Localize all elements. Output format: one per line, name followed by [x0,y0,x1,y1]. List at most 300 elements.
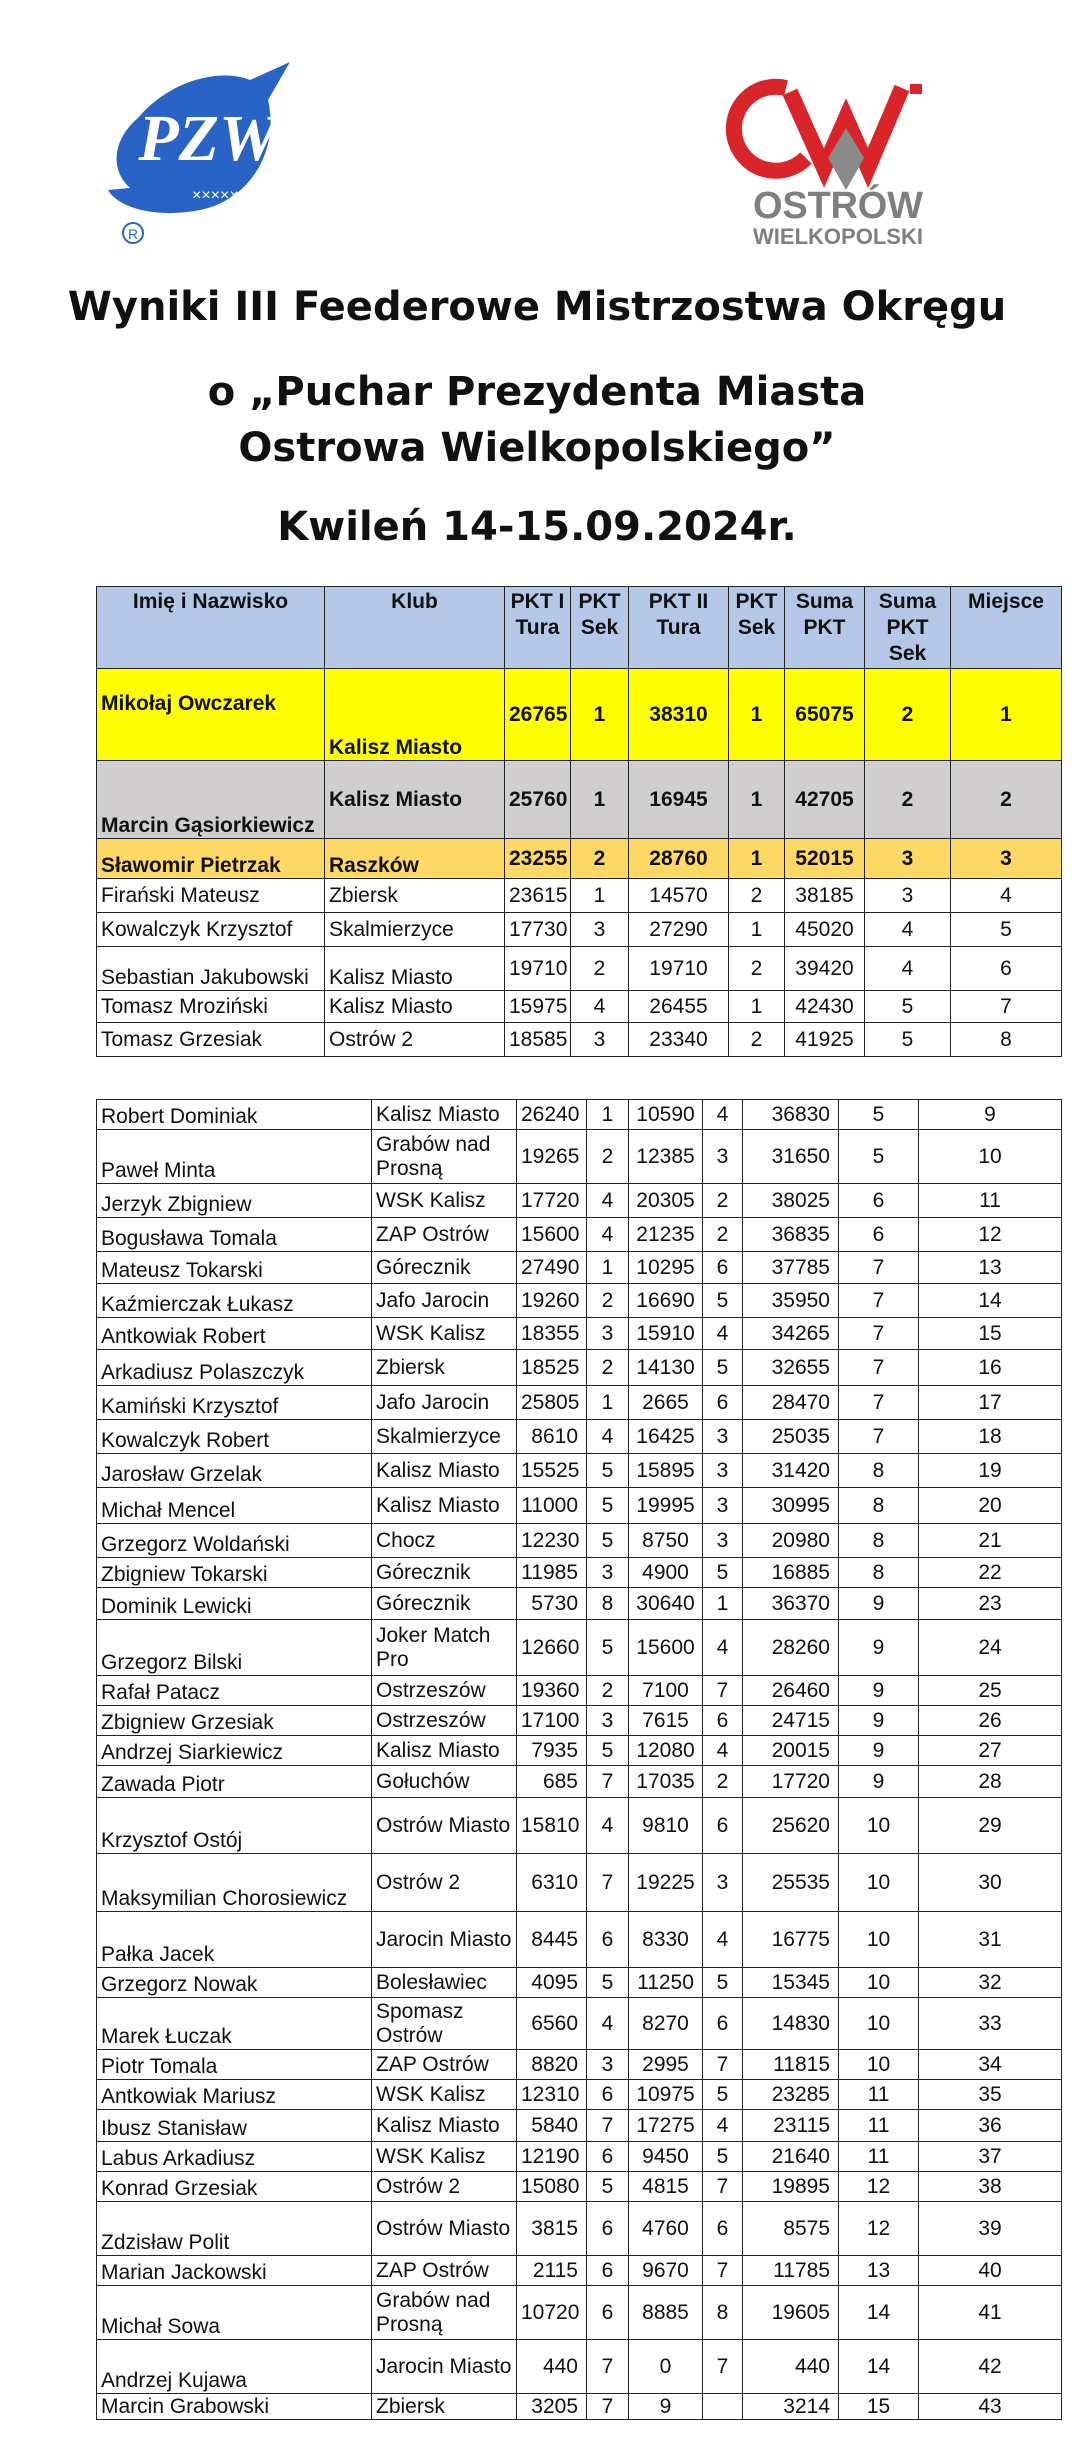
table-row [97,991,1062,1023]
sum-cell: 52015 [785,839,865,879]
pkt2-cell: 8330 [629,1912,703,1968]
pkt2-cell: 19995 [629,1488,703,1524]
pkt2-cell: 0 [629,2340,703,2394]
sek1-cell: 7 [587,1854,629,1912]
pkt2-cell: 2995 [629,2050,703,2080]
sek2-cell: 8 [703,2286,743,2340]
name-cell: Sławomir Pietrzak [97,839,325,879]
table-row [97,1766,1062,1798]
sum-cell: 34265 [743,1318,839,1350]
name-cell: Marian Jackowski [97,2256,372,2286]
sum-cell: 16885 [743,1558,839,1588]
pkt1-cell: 2115 [517,2256,587,2286]
club-cell: Skalmierzyce [372,1420,517,1454]
sumsek-cell: 5 [839,1100,919,1130]
sek2-cell: 6 [703,1706,743,1736]
club-cell: Kalisz Miasto [372,1454,517,1488]
sumsek-cell: 7 [839,1318,919,1350]
sum-cell: 23285 [743,2080,839,2110]
pkt1-cell: 3815 [517,2202,587,2256]
place-cell: 5 [951,913,1062,947]
pkt2-cell: 11250 [629,1968,703,1998]
table-row [97,2394,1062,2420]
sek2-cell: 5 [703,1284,743,1318]
club-cell: Jarocin Miasto [372,1912,517,1968]
sumsek-cell: 7 [839,1386,919,1420]
place-cell: 7 [951,991,1062,1023]
table-row [97,1023,1062,1057]
name-cell: Paweł Minta [97,1130,372,1184]
sek1-cell: 4 [587,1184,629,1218]
sek1-cell: 4 [587,1798,629,1854]
sum-cell: 41925 [785,1023,865,1057]
header-pkt1: PKT I Tura [505,587,571,669]
header-club: Klub [325,587,505,669]
place-cell: 3 [951,839,1062,879]
sum-cell: 28470 [743,1386,839,1420]
sek1-cell: 1 [571,761,629,839]
sek2-cell: 6 [703,1998,743,2050]
sum-cell: 16775 [743,1912,839,1968]
results-table-top [96,586,1062,1057]
sek2-cell: 2 [703,1218,743,1252]
name-cell: Marek Łuczak [97,1998,372,2050]
place-cell: 18 [919,1420,1062,1454]
sek1-cell: 5 [587,1968,629,1998]
sek1-cell: 6 [587,2256,629,2286]
place-cell: 17 [919,1386,1062,1420]
pkt1-cell: 685 [517,1766,587,1798]
sek1-cell: 5 [587,1620,629,1676]
table-row [97,1798,1062,1854]
sum-cell: 65075 [785,669,865,761]
sumsek-cell: 3 [865,839,951,879]
sumsek-cell: 10 [839,2050,919,2080]
sum-cell: 42430 [785,991,865,1023]
name-cell: Krzysztof Ostój [97,1798,372,1854]
sek2-cell: 4 [703,1100,743,1130]
sek1-cell: 5 [587,1524,629,1558]
sek2-cell: 2 [729,947,785,991]
sek2-cell: 7 [703,1676,743,1706]
sek2-cell: 4 [703,1912,743,1968]
table-row [97,947,1062,991]
place-cell: 35 [919,2080,1062,2110]
place-cell: 22 [919,1558,1062,1588]
name-cell: Andrzej Kujawa [97,2340,372,2394]
name-cell: Tomasz Grzesiak [97,1023,325,1057]
pkt2-cell: 16425 [629,1420,703,1454]
document-title [0,280,1074,554]
table-row [97,1130,1062,1184]
club-cell: Górecznik [372,1558,517,1588]
name-cell: Mateusz Tokarski [97,1252,372,1284]
pkt1-cell: 8820 [517,2050,587,2080]
pkt1-cell: 4095 [517,1968,587,1998]
club-cell: Zbiersk [372,1350,517,1386]
sumsek-cell: 9 [839,1620,919,1676]
sek2-cell: 4 [703,1620,743,1676]
pzw-logo-text: PZW [138,102,278,175]
pkt2-cell: 15910 [629,1318,703,1350]
sek2-cell: 6 [703,1386,743,1420]
name-cell: Robert Dominiak [97,1100,372,1130]
table-row [97,1854,1062,1912]
sum-cell: 19605 [743,2286,839,2340]
sum-cell: 45020 [785,913,865,947]
sumsek-cell: 10 [839,1968,919,1998]
sek1-cell: 1 [571,879,629,913]
table-row [97,2256,1062,2286]
table-row [97,669,1062,761]
club-cell: Ostrów 2 [372,2172,517,2202]
sek2-cell: 2 [703,1766,743,1798]
place-cell: 2 [951,761,1062,839]
sumsek-cell: 10 [839,1798,919,1854]
sumsek-cell: 11 [839,2110,919,2142]
club-cell: WSK Kalisz [372,2080,517,2110]
club-cell: Gołuchów [372,1766,517,1798]
place-cell: 36 [919,2110,1062,2142]
name-cell: Jarosław Grzelak [97,1454,372,1488]
pkt1-cell: 19260 [517,1284,587,1318]
name-cell: Andrzej Siarkiewicz [97,1736,372,1766]
sum-cell: 3214 [743,2394,839,2420]
sek2-cell: 4 [703,2110,743,2142]
pkt2-cell: 17275 [629,2110,703,2142]
place-cell: 25 [919,1676,1062,1706]
sumsek-cell: 10 [839,1998,919,2050]
sum-cell: 440 [743,2340,839,2394]
name-cell: Grzegorz Woldański [97,1524,372,1558]
place-cell: 8 [951,1023,1062,1057]
name-cell: Mikołaj Owczarek [97,669,325,761]
sumsek-cell: 9 [839,1676,919,1706]
pkt1-cell: 8445 [517,1912,587,1968]
sumsek-cell: 7 [839,1350,919,1386]
sumsek-cell: 12 [839,2202,919,2256]
pkt2-cell: 14130 [629,1350,703,1386]
pkt1-cell: 15600 [517,1218,587,1252]
pkt1-cell: 25760 [505,761,571,839]
title-line-2: o „Puchar Prezydenta Miasta Ostrowa Wielkopolskiego” [207,369,867,471]
name-cell: Michał Mencel [97,1488,372,1524]
pkt1-cell: 7935 [517,1736,587,1766]
club-cell: WSK Kalisz [372,2142,517,2172]
sek2-cell: 1 [703,1588,743,1620]
sek1-cell: 6 [587,2202,629,2256]
pkt2-cell: 15895 [629,1454,703,1488]
sek2-cell: 7 [703,2172,743,2202]
pkt1-cell: 18355 [517,1318,587,1350]
table-row [97,1706,1062,1736]
sek1-cell: 3 [587,1558,629,1588]
club-cell: Spomasz Ostrów [372,1998,517,2050]
sumsek-cell: 9 [839,1588,919,1620]
pkt2-cell: 21235 [629,1218,703,1252]
sek2-cell: 2 [729,879,785,913]
pkt1-cell: 5840 [517,2110,587,2142]
sek1-cell: 3 [587,1706,629,1736]
sum-cell: 20980 [743,1524,839,1558]
club-cell: Ostrów Miasto [372,1798,517,1854]
table-row [97,1588,1062,1620]
sek1-cell: 6 [587,1912,629,1968]
place-cell: 9 [919,1100,1062,1130]
sumsek-cell: 11 [839,2142,919,2172]
name-cell: Antkowiak Mariusz [97,2080,372,2110]
sumsek-cell: 14 [839,2286,919,2340]
sek1-cell: 1 [587,1100,629,1130]
place-cell: 21 [919,1524,1062,1558]
table-row [97,1620,1062,1676]
sum-cell: 17720 [743,1766,839,1798]
name-cell: Grzegorz Nowak [97,1968,372,1998]
sum-cell: 30995 [743,1488,839,1524]
pkt1-cell: 3205 [517,2394,587,2420]
club-cell: Kalisz Miasto [372,1488,517,1524]
sum-cell: 31420 [743,1454,839,1488]
pkt2-cell: 9 [629,2394,703,2420]
name-cell: Kowalczyk Robert [97,1420,372,1454]
table-row [97,761,1062,839]
place-cell: 39 [919,2202,1062,2256]
sek2-cell: 5 [703,1968,743,1998]
sek1-cell: 5 [587,1488,629,1524]
sum-cell: 38185 [785,879,865,913]
sek1-cell: 7 [587,2340,629,2394]
place-cell: 33 [919,1998,1062,2050]
header-sum: Suma PKT [785,587,865,669]
sum-cell: 32655 [743,1350,839,1386]
pkt2-cell: 7615 [629,1706,703,1736]
club-cell: ZAP Ostrów [372,2256,517,2286]
name-cell: Pałka Jacek [97,1912,372,1968]
table-row [97,1676,1062,1706]
sum-cell: 24715 [743,1706,839,1736]
pzw-logo [100,60,300,255]
sum-cell: 25035 [743,1420,839,1454]
name-cell: Bogusława Tomala [97,1218,372,1252]
club-cell: Jarocin Miasto [372,2340,517,2394]
pkt1-cell: 23615 [505,879,571,913]
table-row [97,1420,1062,1454]
pkt2-cell: 19225 [629,1854,703,1912]
place-cell: 19 [919,1454,1062,1488]
place-cell: 38 [919,2172,1062,2202]
place-cell: 16 [919,1350,1062,1386]
club-cell: ZAP Ostrów [372,2050,517,2080]
sek2-cell: 1 [729,991,785,1023]
name-cell: Piotr Tomala [97,2050,372,2080]
sek2-cell: 6 [703,1798,743,1854]
sumsek-cell: 7 [839,1420,919,1454]
sumsek-cell: 4 [865,913,951,947]
place-cell: 40 [919,2256,1062,2286]
pkt1-cell: 26765 [505,669,571,761]
sek1-cell: 5 [587,1454,629,1488]
pkt2-cell: 9670 [629,2256,703,2286]
sum-cell: 11815 [743,2050,839,2080]
sum-cell: 42705 [785,761,865,839]
pkt2-cell: 15600 [629,1620,703,1676]
sum-cell: 38025 [743,1184,839,1218]
sek1-cell: 7 [587,2110,629,2142]
sek2-cell: 3 [703,1524,743,1558]
sumsek-cell: 12 [839,2172,919,2202]
club-cell: Joker Match Pro [372,1620,517,1676]
place-cell: 28 [919,1766,1062,1798]
sek1-cell: 5 [587,1736,629,1766]
pkt1-cell: 15525 [517,1454,587,1488]
sek1-cell: 1 [571,669,629,761]
sum-cell: 15345 [743,1968,839,1998]
table-row [97,2142,1062,2172]
pkt2-cell: 7100 [629,1676,703,1706]
sek1-cell: 5 [587,2172,629,2202]
sek2-cell: 3 [703,1854,743,1912]
pkt2-cell: 8885 [629,2286,703,2340]
table-row [97,839,1062,879]
sek2-cell: 1 [729,761,785,839]
pkt2-cell: 10295 [629,1252,703,1284]
club-cell: Kalisz Miasto [372,2110,517,2142]
pkt2-cell: 12080 [629,1736,703,1766]
sek2-cell: 1 [729,913,785,947]
club-cell: Górecznik [372,1252,517,1284]
club-cell: Ostrów 2 [325,1023,505,1057]
sumsek-cell: 5 [865,1023,951,1057]
place-cell: 26 [919,1706,1062,1736]
sek2-cell [703,2394,743,2420]
sumsek-cell: 2 [865,761,951,839]
pkt1-cell: 5730 [517,1588,587,1620]
pkt2-cell: 9450 [629,2142,703,2172]
title-line-3: Kwileń 14-15.09.2024r. [277,504,797,550]
sum-cell: 39420 [785,947,865,991]
pkt2-cell: 26455 [629,991,729,1023]
name-cell: Kowalczyk Krzysztof [97,913,325,947]
pkt1-cell: 11000 [517,1488,587,1524]
table-row [97,1912,1062,1968]
table-row [97,1998,1062,2050]
pkt2-cell: 19710 [629,947,729,991]
pkt1-cell: 19710 [505,947,571,991]
table-row [97,2050,1062,2080]
place-cell: 37 [919,2142,1062,2172]
name-cell: Antkowiak Robert [97,1318,372,1350]
club-cell: Kalisz Miasto [372,1736,517,1766]
pkt1-cell: 25805 [517,1386,587,1420]
place-cell: 34 [919,2050,1062,2080]
pkt2-cell: 16945 [629,761,729,839]
sek1-cell: 1 [587,1386,629,1420]
club-cell: Skalmierzyce [325,913,505,947]
place-cell: 24 [919,1620,1062,1676]
table-row [97,1558,1062,1588]
place-cell: 31 [919,1912,1062,1968]
sum-cell: 35950 [743,1284,839,1318]
club-cell: Kalisz Miasto [325,761,505,839]
pkt2-cell: 4900 [629,1558,703,1588]
place-cell: 10 [919,1130,1062,1184]
sek2-cell: 3 [703,1488,743,1524]
sum-cell: 11785 [743,2256,839,2286]
pkt2-cell: 38310 [629,669,729,761]
name-cell: Maksymilian Chorosiewicz [97,1854,372,1912]
sum-cell: 26460 [743,1676,839,1706]
sumsek-cell: 5 [839,1130,919,1184]
place-cell: 23 [919,1588,1062,1620]
sek1-cell: 3 [587,1318,629,1350]
table-row [97,913,1062,947]
sumsek-cell: 11 [839,2080,919,2110]
results-table-rest [96,1099,1062,2420]
pkt2-cell: 23340 [629,1023,729,1057]
pkt1-cell: 440 [517,2340,587,2394]
header-pkt2: PKT II Tura [629,587,729,669]
club-cell: Kalisz Miasto [372,1100,517,1130]
name-cell: Sebastian Jakubowski [97,947,325,991]
sumsek-cell: 6 [839,1184,919,1218]
title-line-1: Wyniki III Feederowe Mistrzostwa Okręgu [67,284,1007,330]
club-cell: Jafo Jarocin [372,1386,517,1420]
pkt1-cell: 10720 [517,2286,587,2340]
sek1-cell: 3 [571,1023,629,1057]
sek1-cell: 7 [587,1766,629,1798]
sek1-cell: 4 [587,1420,629,1454]
pkt1-cell: 18525 [517,1350,587,1386]
sek2-cell: 5 [703,1558,743,1588]
club-cell: Grabów nad Prosną [372,1130,517,1184]
table-row [97,879,1062,913]
pkt1-cell: 18585 [505,1023,571,1057]
table-row [97,1284,1062,1318]
header-name: Imię i Nazwisko [97,587,325,669]
sek1-cell: 4 [587,1218,629,1252]
sumsek-cell: 9 [839,1706,919,1736]
table-row [97,1184,1062,1218]
sek1-cell: 7 [587,2394,629,2420]
sum-cell: 36835 [743,1218,839,1252]
pkt2-cell: 14570 [629,879,729,913]
sek1-cell: 2 [571,947,629,991]
sumsek-cell: 9 [839,1736,919,1766]
name-cell: Kaźmierczak Łukasz [97,1284,372,1318]
pkt1-cell: 15810 [517,1798,587,1854]
sek1-cell: 6 [587,2286,629,2340]
sek2-cell: 2 [729,1023,785,1057]
name-cell: Labus Arkadiusz [97,2142,372,2172]
place-cell: 27 [919,1736,1062,1766]
pkt2-cell: 4815 [629,2172,703,2202]
pkt1-cell: 12310 [517,2080,587,2110]
sek2-cell: 5 [703,2080,743,2110]
sumsek-cell: 3 [865,879,951,913]
table-row [97,2286,1062,2340]
sek1-cell: 1 [587,1252,629,1284]
pkt2-cell: 4760 [629,2202,703,2256]
club-cell: Kalisz Miasto [325,947,505,991]
sum-cell: 25620 [743,1798,839,1854]
pkt1-cell: 27490 [517,1252,587,1284]
sek1-cell: 6 [587,2142,629,2172]
name-cell: Rafał Patacz [97,1676,372,1706]
sumsek-cell: 7 [839,1252,919,1284]
pkt1-cell: 12660 [517,1620,587,1676]
place-cell: 15 [919,1318,1062,1350]
header-sek2: PKT Sek [729,587,785,669]
